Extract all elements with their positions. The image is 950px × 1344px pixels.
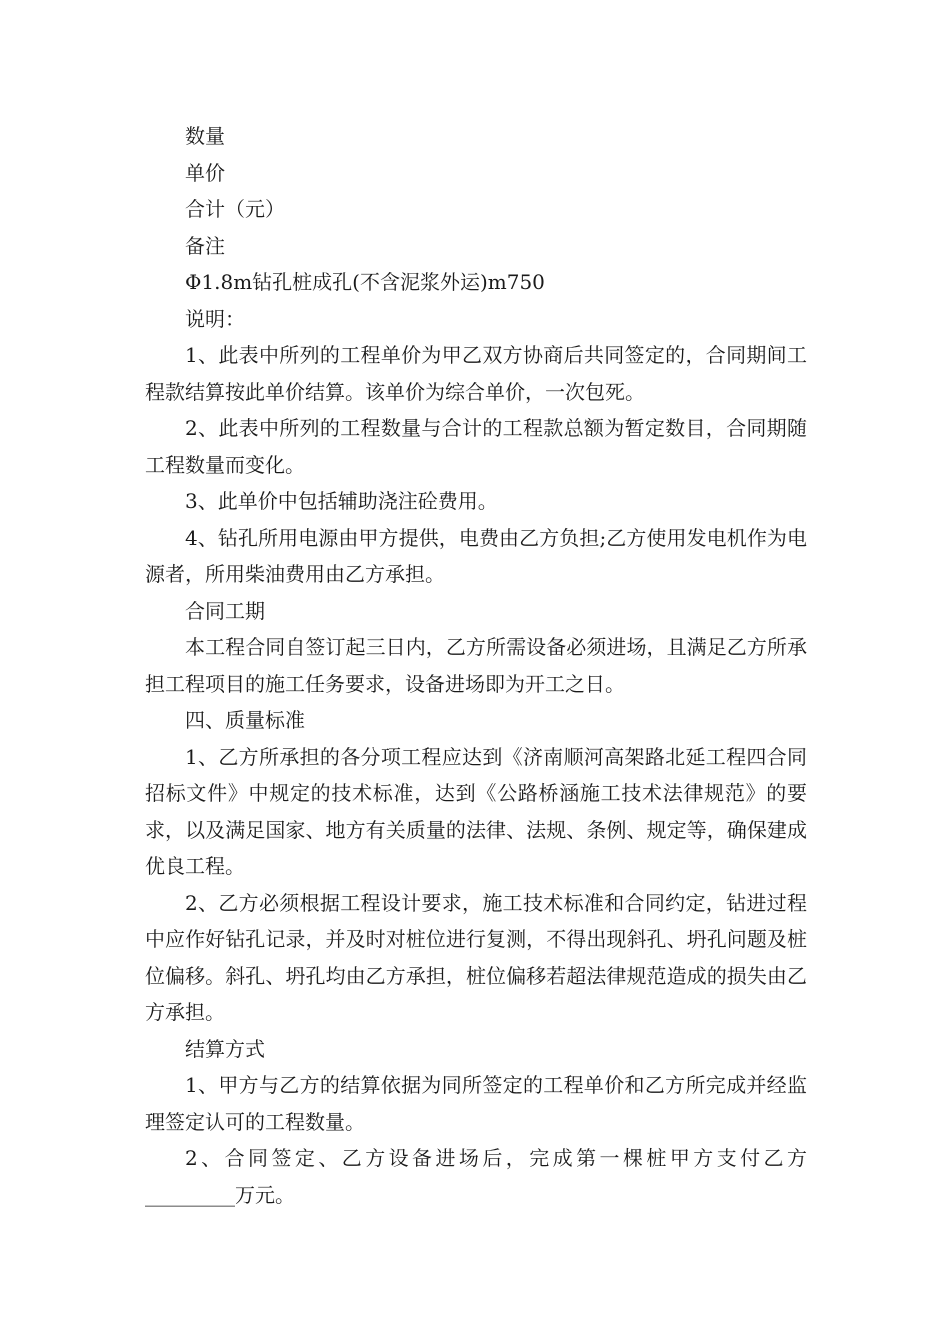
payment-amount-blank: _________: [145, 1182, 235, 1207]
paragraph-quality-2: 2、乙方必须根据工程设计要求，施工技术标准和合同约定，钻进过程中应作好钻孔记录，并及时对桩位进行复测，不得出现斜孔、坍孔问题及桩位偏移。斜孔、坍孔均由乙方承担，桩位偏移若超法律规范造成的损失由乙方承担。: [145, 890, 807, 1024]
paragraph-settlement-1: 1、甲方与乙方的结算依据为同所签定的工程单价和乙方所完成并经监理签定认可的工程数量。: [145, 1073, 807, 1134]
heading-quality-standard: 四、质量标准: [185, 708, 305, 732]
document-body: [145, 118, 807, 1213]
paragraph-notes-heading: 说明：: [185, 306, 245, 331]
paragraph-contract-period: 本工程合同自签订起三日内，乙方所需设备必须进场，且满足乙方所承担工程项目的施工任务要求，设备进场即为开工之日。: [145, 635, 807, 696]
paragraph-pile-item: Φ1.8m钻孔桩成孔(不含泥浆外运)m750: [185, 270, 545, 294]
heading-contract-period: 合同工期: [185, 598, 265, 623]
paragraph-note-3: 3、此单价中包括辅助浇注砼费用。: [185, 489, 498, 513]
payment-text-after: 万元。: [235, 1182, 295, 1207]
paragraph-remarks: 备注: [185, 233, 225, 258]
paragraph-note-1: 1、此表中所列的工程单价为甲乙双方协商后共同签定的，合同期间工程款结算按此单价结算。该单价为综合单价，一次包死。: [145, 343, 807, 404]
paragraph-note-2: 2、此表中所列的工程数量与合计的工程款总额为暂定数目，合同期随工程数量而变化。: [145, 416, 807, 477]
paragraph-settlement-2: [145, 1140, 807, 1213]
paragraph-quality-1: 1、乙方所承担的各分项工程应达到《济南顺河高架路北延工程四合同招标文件》中规定的技术标准，达到《公路桥涵施工技术法律规范》的要求，以及满足国家、地方有关质量的法律、法规、条例、规定等，确保建成优良工程。: [145, 744, 807, 878]
paragraph-unit-price: 单价: [185, 160, 225, 185]
paragraph-note-4: 4、钻孔所用电源由甲方提供，电费由乙方负担;乙方使用发电机作为电源者，所用柴油费用由乙方承担。: [145, 525, 807, 586]
payment-text-before: 2、合同签定、乙方设备进场后，完成第一棵桩甲方支付乙方: [185, 1146, 807, 1170]
paragraph-quantity: 数量: [185, 124, 225, 148]
heading-settlement: 结算方式: [185, 1036, 265, 1061]
paragraph-total: 合计（元）: [185, 197, 285, 221]
